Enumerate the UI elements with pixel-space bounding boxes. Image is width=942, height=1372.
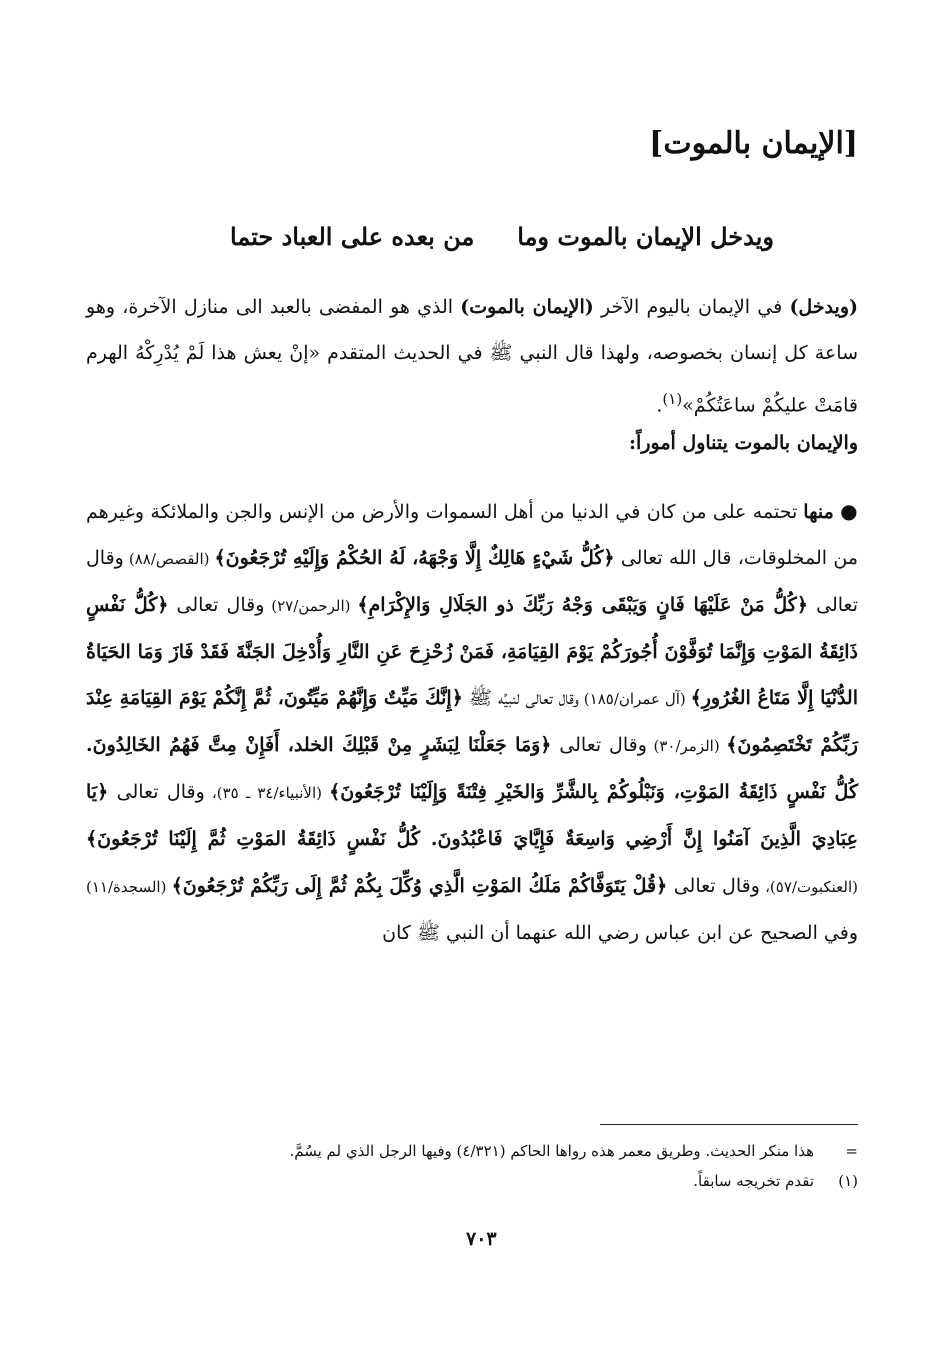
- surah-reference: (القصص/٨٨): [123, 550, 215, 568]
- text-segment: وفي الصحيح عن ابن عباس رضي الله عنهما أن النبي ﷺ كان: [382, 922, 858, 944]
- bullet-icon: ●: [840, 499, 858, 523]
- surah-reference: (السجدة/١١): [86, 878, 172, 896]
- surah-reference: (العنكبوت/٥٧)،: [759, 878, 858, 896]
- text-segment: وقال تعالى: [667, 875, 760, 897]
- text-segment: في الإيمان باليوم الآخر: [593, 296, 790, 318]
- quran-quote: ﴿إِنَّكَ مَيِّتٌ وَإِنَّهُمْ مَيِّتُونَ، ثُمَّ إِنَّكُمْ يَوْمَ القِيَامَةِ عِنْدَ رَبِّكُمْ تَخْتَصِمُونَ﴾: [86, 687, 858, 756]
- page-number: ٧٠٣: [466, 1228, 497, 1250]
- quran-quote: ﴿قُلْ يَتَوَفَّاكُمْ مَلَكُ المَوْتِ الَّذِي وُكِّلَ بِكُمْ ثُمَّ إِلَى رَبِّكُمْ تُرْجَعُونَ﴾: [171, 875, 668, 897]
- text-segment: وقال تعالى: [551, 734, 647, 756]
- quran-quote: ﴿يَا عِبَادِيَ الَّذِينَ آمَنُوا إِنَّ أَرْضِي وَاسِعَةٌ فَإِيَّايَ فَاعْبُدُونَ. كُلُّ نَفْسٍ ذَائِقَةُ المَوْتِ ثُمَّ إِلَيْنَا تُرْجَعُونَ﴾: [86, 781, 858, 850]
- verse-second-hemistich: من بعده على العباد حتما: [230, 222, 475, 251]
- keyword-minha: منها: [803, 501, 834, 523]
- footnote-marker: =: [845, 1142, 858, 1160]
- quran-quote: ﴿كُلُّ شَيْءٍ هَالِكٌ إِلَّا وَجْهَهُ، لَهُ الحُكْمُ وَإِلَيْهِ تُرْجَعُونَ﴾: [214, 547, 615, 569]
- keyword-entry: (ويدخل): [789, 296, 858, 318]
- verse-first-hemistich: ويدخل الإيمان بالموت وما: [517, 222, 774, 251]
- text-segment: تحتمه على من كان في الدنيا من أهل السموات والأرض من الإنس والجن والملائكة وغيرهم من المخلوقات، قال الله تعالى: [86, 501, 859, 569]
- quran-quote: ﴿كُلُّ نَفْسٍ ذَائِقَةُ المَوْتِ وَإِنَّمَا تُوَفَّوْنَ أُجُورَكُمْ يَوْمَ القِيَامَةِ، فَمَنْ زُحْزِحَ عَنِ النَّارِ وَأُدْخِلَ الجَنَّةَ فَقَدْ فَازَ وَمَا الحَيَاةُ الدُّنْيَا إِلَّا مَتَاعُ الغُرُورِ﴾: [86, 594, 858, 709]
- text-segment: وقال تعالى: [86, 547, 858, 616]
- surah-reference: (الأنبياء/٣٤ ـ ٣٥)،: [204, 784, 330, 802]
- text-segment: .: [656, 394, 663, 417]
- text-segment: وقال تعالى: [168, 594, 265, 616]
- surah-reference: (الزمر/٣٠): [646, 737, 727, 755]
- paragraph-subheading: والإيمان بالموت يتناول أموراً:: [629, 432, 858, 454]
- section-heading: [الإيمان بالموت]: [649, 126, 858, 161]
- quran-quote: ﴿كُلُّ مَنْ عَلَيْهَا فَانٍ وَيَبْقَى وَجْهُ رَبِّكَ ذو الجَلَالِ وَالإِكْرَامِ﴾: [357, 594, 808, 616]
- surah-reference: (الرحمن/٢٧): [264, 597, 358, 615]
- text-segment: وقال تعالى لنبيِّه ﷺ: [462, 687, 579, 709]
- paragraph-quran-evidence: [86, 488, 858, 956]
- paragraph-explanation: [86, 284, 858, 428]
- footnote-marker: (١): [838, 1172, 858, 1190]
- quran-quote: ﴿وَمَا جَعَلْنَا لِبَشَرٍ مِنْ قَبْلِكَ الخلد، أَفَإِنْ مِتَّ فَهُمُ الخَالِدُونَ. كُلُّ نَفْسٍ ذَائِقَةُ المَوْتِ، وَنَبْلُوكُمْ بِالشَّرِّ وَالخَيْرِ فِتْنَةً وَإِلَيْنَا تُرْجَعُونَ﴾: [86, 734, 858, 803]
- footnote-divider: [600, 1124, 858, 1125]
- surah-reference: (آل عمران/١٨٥): [578, 690, 691, 708]
- text-segment: الذي هو المفضى بالعبد الى منازل الآخرة، وهو ساعة كل إنسان بخصوصه، ولهذا قال النبي ﷺ في الحديث المتقدم «إنْ يعش هذا لَمْ يُدْرِكْهُ الهرم قامَتْ عليكُمْ ساعَتُكُمْ»: [86, 296, 858, 417]
- footnotes: [86, 1136, 858, 1196]
- text-segment: وقال تعالى: [108, 781, 205, 803]
- keyword-iman-bilmawt: (الإيمان بالموت): [460, 296, 594, 318]
- footnote-reference: (١): [662, 390, 683, 408]
- footnote-1: [86, 1166, 858, 1196]
- footnote-text: تقدم تخريجه سابقاً.: [693, 1172, 814, 1190]
- footnote-continued: [86, 1136, 858, 1166]
- footnote-text: هذا منكر الحديث. وطريق معمر هذه رواها الحاكم (٤/٣٢١) وفيها الرجل الذي لم يسُمَّ.: [289, 1142, 814, 1160]
